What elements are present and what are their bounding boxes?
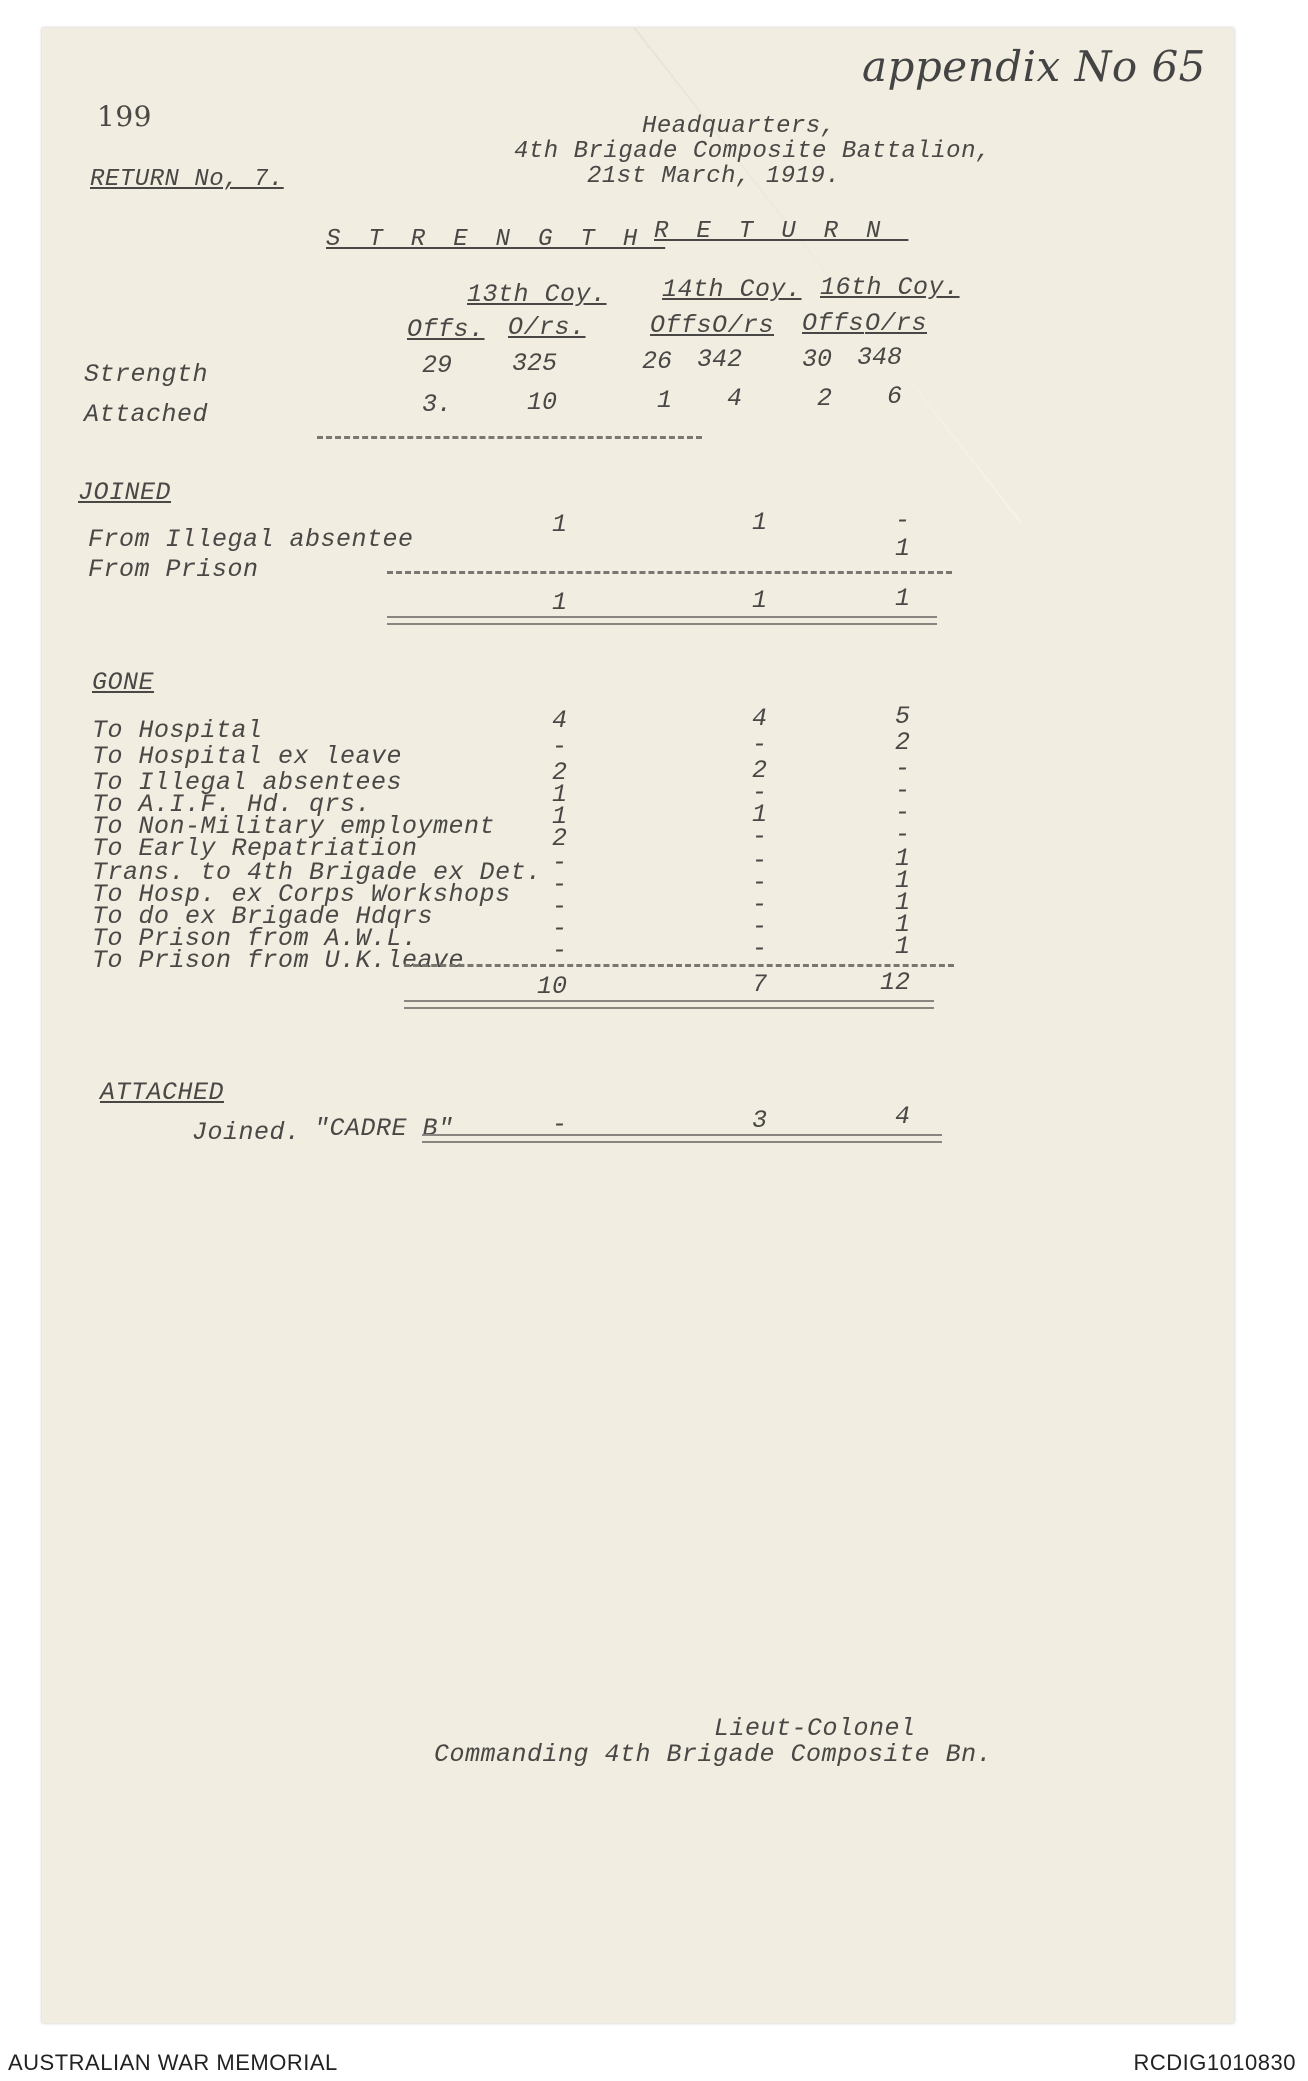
gone-13-row-4: 1 xyxy=(551,780,567,809)
attached-section-14: 3 xyxy=(751,1106,767,1135)
gone-14-row-10: - xyxy=(751,912,767,941)
company-16-offs: Offs xyxy=(802,309,865,338)
gone-13-row-3: 2 xyxy=(551,758,567,787)
footer-id: RCDIG1010830 xyxy=(1133,2050,1296,2075)
attached-16-ors: 6 xyxy=(886,382,902,411)
gone-14-row-11: - xyxy=(751,934,767,963)
joined-row-1-14: 1 xyxy=(751,508,767,537)
company-13-offs: Offs. xyxy=(407,315,485,344)
gone-13-row-11: - xyxy=(551,936,567,965)
gone-16-row-7: 1 xyxy=(894,844,910,873)
joined-total-double-rule xyxy=(387,616,937,625)
joined-row-2-label: From Prison xyxy=(88,555,259,584)
gone-total-16: 12 xyxy=(879,968,910,997)
gone-row-label: To Hosp. ex Corps Workshops xyxy=(92,880,511,909)
gone-16-row-4: - xyxy=(894,776,910,805)
joined-row-1-label: From Illegal absentee xyxy=(88,525,414,554)
header-line2: 4th Brigade Composite Battalion, xyxy=(514,138,991,165)
gone-16-row-11: 1 xyxy=(894,932,910,961)
gone-14-row-4: - xyxy=(751,778,767,807)
strength-16-offs: 30 xyxy=(801,345,832,374)
gone-total-double-rule xyxy=(404,1000,934,1009)
gone-14-row-3: 2 xyxy=(751,756,767,785)
joined-total-13: 1 xyxy=(551,588,567,617)
attached-joined-label: Joined. xyxy=(192,1118,301,1147)
attached-section-13: - xyxy=(551,1110,567,1139)
strength-label: Strength xyxy=(84,360,209,389)
header-line1: Headquarters, xyxy=(642,113,836,140)
attached-cadre-name: "CADRE B" xyxy=(314,1114,454,1143)
gone-row-label: Trans. to 4th Brigade ex Det. xyxy=(92,858,542,887)
attached-14-offs: 1 xyxy=(656,386,672,415)
signature-rank: Lieut-Colonel xyxy=(714,1714,916,1743)
gone-row-label: To A.I.F. Hd. qrs. xyxy=(92,790,372,819)
title-strength: STRENGTH xyxy=(326,226,666,253)
company-16-ors: O/rs xyxy=(865,309,928,338)
document-page xyxy=(42,28,1234,2023)
attached-13-offs: 3. xyxy=(421,390,452,419)
strength-13-ors: 325 xyxy=(511,349,557,378)
gone-13-row-10: - xyxy=(551,914,567,943)
joined-total-14: 1 xyxy=(751,586,767,615)
gone-row-label: To do ex Brigade Hdqrs xyxy=(92,902,434,931)
joined-row-2-16: 1 xyxy=(894,534,910,563)
gone-16-row-1: 5 xyxy=(894,702,910,731)
return-number: RETURN No, 7. xyxy=(90,166,284,193)
attached-16-offs: 2 xyxy=(816,384,832,413)
signature-title: Commanding 4th Brigade Composite Bn. xyxy=(434,1740,993,1769)
company-14-offs: Offs xyxy=(650,311,713,340)
strength-13-offs: 29 xyxy=(421,351,452,380)
joined-subtotal-rule xyxy=(387,571,952,574)
gone-14-row-9: - xyxy=(751,890,767,919)
joined-row-1-13: 1 xyxy=(551,510,567,539)
attached-label: Attached xyxy=(84,400,209,429)
gone-16-row-3: - xyxy=(894,754,910,783)
gone-subtotal-rule xyxy=(404,964,954,967)
gone-total-14: 7 xyxy=(751,970,767,999)
title-return: RETURN xyxy=(654,218,909,245)
gone-14-row-6: - xyxy=(751,822,767,851)
attached-section-16: 4 xyxy=(894,1102,910,1131)
joined-total-16: 1 xyxy=(894,584,910,613)
gone-row-label: To Hospital ex leave xyxy=(92,742,403,771)
gone-16-row-9: 1 xyxy=(894,888,910,917)
gone-13-row-5: 1 xyxy=(551,802,567,831)
strength-14-ors: 342 xyxy=(696,345,742,374)
gone-14-row-7: - xyxy=(751,846,767,875)
attached-double-rule xyxy=(422,1134,942,1143)
header-line3: 21st March, 1919. xyxy=(587,163,841,190)
gone-row-label: To Prison from A.W.L. xyxy=(92,924,418,953)
gone-13-row-6: 2 xyxy=(551,824,567,853)
gone-13-row-2: - xyxy=(551,732,567,761)
gone-heading: GONE xyxy=(92,668,155,697)
company-16-name: 16th Coy. xyxy=(820,273,960,302)
gone-16-row-6: - xyxy=(894,820,910,849)
attached-13-ors: 10 xyxy=(526,388,557,417)
joined-row-1-16: - xyxy=(894,506,910,535)
folio-number: 199 xyxy=(97,100,152,133)
gone-16-row-10: 1 xyxy=(894,910,910,939)
gone-row-label: To Illegal absentees xyxy=(92,768,403,797)
company-14-name: 14th Coy. xyxy=(662,275,802,304)
gone-row-label: To Early Repatriation xyxy=(92,834,418,863)
handwritten-annotation: appendix No 65 xyxy=(862,42,1206,91)
gone-total-13: 10 xyxy=(536,972,567,1001)
gone-14-row-5: 1 xyxy=(751,800,767,829)
section-divider xyxy=(317,436,702,439)
company-14-ors: O/rs xyxy=(712,311,775,340)
strength-14-offs: 26 xyxy=(641,347,672,376)
gone-row-label: To Hospital xyxy=(92,716,263,745)
attached-14-ors: 4 xyxy=(726,384,742,413)
footer-source: AUSTRALIAN WAR MEMORIAL xyxy=(8,2050,338,2075)
gone-13-row-7: - xyxy=(551,848,567,877)
gone-row-label: To Prison from U.K.leave xyxy=(92,946,465,975)
gone-16-row-8: 1 xyxy=(894,866,910,895)
attached-heading: ATTACHED xyxy=(100,1078,225,1107)
gone-13-row-1: 4 xyxy=(551,706,567,735)
joined-heading: JOINED xyxy=(78,478,172,507)
gone-14-row-8: - xyxy=(751,868,767,897)
gone-13-row-9: - xyxy=(551,892,567,921)
company-13-ors: O/rs. xyxy=(508,313,586,342)
gone-14-row-2: - xyxy=(751,730,767,759)
gone-row-label: To Non-Military employment xyxy=(92,812,496,841)
strength-16-ors: 348 xyxy=(856,343,902,372)
gone-16-row-5: - xyxy=(894,798,910,827)
gone-14-row-1: 4 xyxy=(751,704,767,733)
gone-16-row-2: 2 xyxy=(894,728,910,757)
gone-13-row-8: - xyxy=(551,870,567,899)
company-13-name: 13th Coy. xyxy=(467,280,607,309)
